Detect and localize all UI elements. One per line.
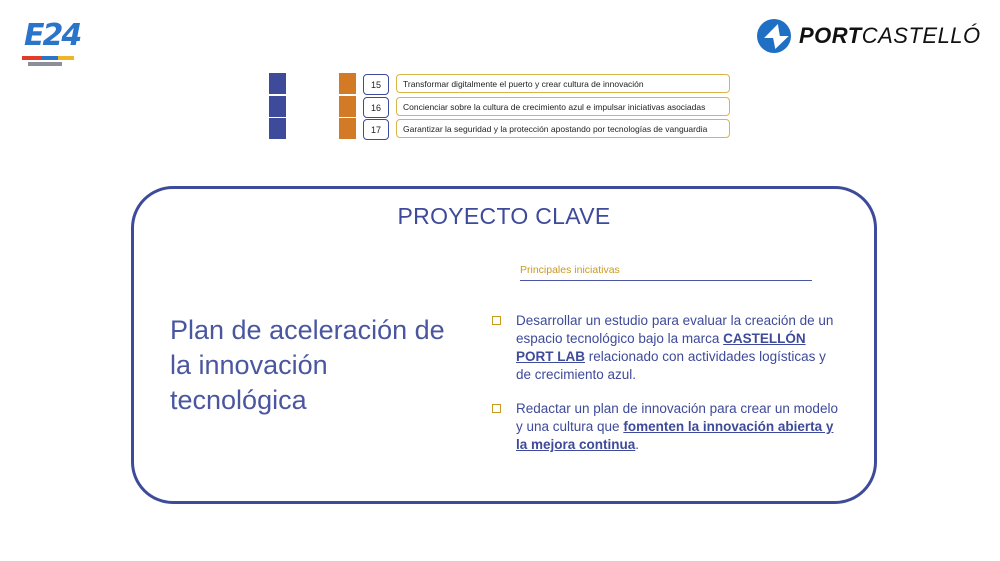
logo-stripe-red bbox=[22, 56, 42, 60]
objective-marker-orange bbox=[339, 118, 356, 139]
e24-logo-text: E24 bbox=[24, 18, 81, 53]
objective-marker-blue bbox=[269, 118, 286, 139]
initiative-item bbox=[492, 312, 842, 384]
checkbox-bullet-icon bbox=[492, 316, 501, 325]
checkbox-bullet-icon bbox=[492, 404, 501, 413]
e24-logo bbox=[22, 18, 80, 70]
key-project-panel bbox=[131, 186, 877, 504]
logo-stripe-yellow bbox=[58, 56, 74, 60]
initiative-text: Redactar un plan de innovación para crear un modelo y una cultura que fomenten la innovación abierta y la mejora continua. bbox=[516, 401, 838, 452]
initiative-item bbox=[492, 400, 842, 454]
initiative-highlight: fomenten la innovación abierta y la mejora continua bbox=[516, 419, 834, 452]
objective-text: Garantizar la seguridad y la protección apostando por tecnologías de vanguardia bbox=[396, 119, 730, 138]
objective-marker-orange bbox=[339, 73, 356, 94]
objective-marker-blue bbox=[269, 73, 286, 94]
initiative-highlight: CASTELLÓN PORT LAB bbox=[516, 331, 806, 364]
objective-number: 16 bbox=[363, 97, 389, 118]
objective-marker-orange bbox=[339, 96, 356, 117]
objective-number: 15 bbox=[363, 74, 389, 95]
port-logo-wordmark: PORTCASTELLÓ bbox=[799, 23, 981, 48]
port-logo-icon bbox=[757, 19, 791, 53]
objective-marker-blue bbox=[269, 96, 286, 117]
project-name: Plan de aceleración de la innovación tecnológica bbox=[170, 315, 445, 415]
initiative-text: Desarrollar un estudio para evaluar la creación de un espacio tecnológico bajo la marca CASTELLÓN PORT LAB relacionado con actividades logísticas y de crecimiento azul. bbox=[516, 313, 834, 382]
logo-stripe-grey bbox=[28, 62, 62, 66]
port-castellon-logo bbox=[757, 16, 987, 56]
objective-text: Concienciar sobre la cultura de crecimiento azul e impulsar iniciativas asociadas bbox=[396, 97, 730, 116]
objective-text: Transformar digitalmente el puerto y crear cultura de innovación bbox=[396, 74, 730, 93]
objective-number: 17 bbox=[363, 119, 389, 140]
panel-title: PROYECTO CLAVE bbox=[397, 203, 611, 229]
initiatives-header: Principales iniciativas bbox=[520, 264, 812, 281]
logo-stripe-blue bbox=[42, 56, 58, 60]
